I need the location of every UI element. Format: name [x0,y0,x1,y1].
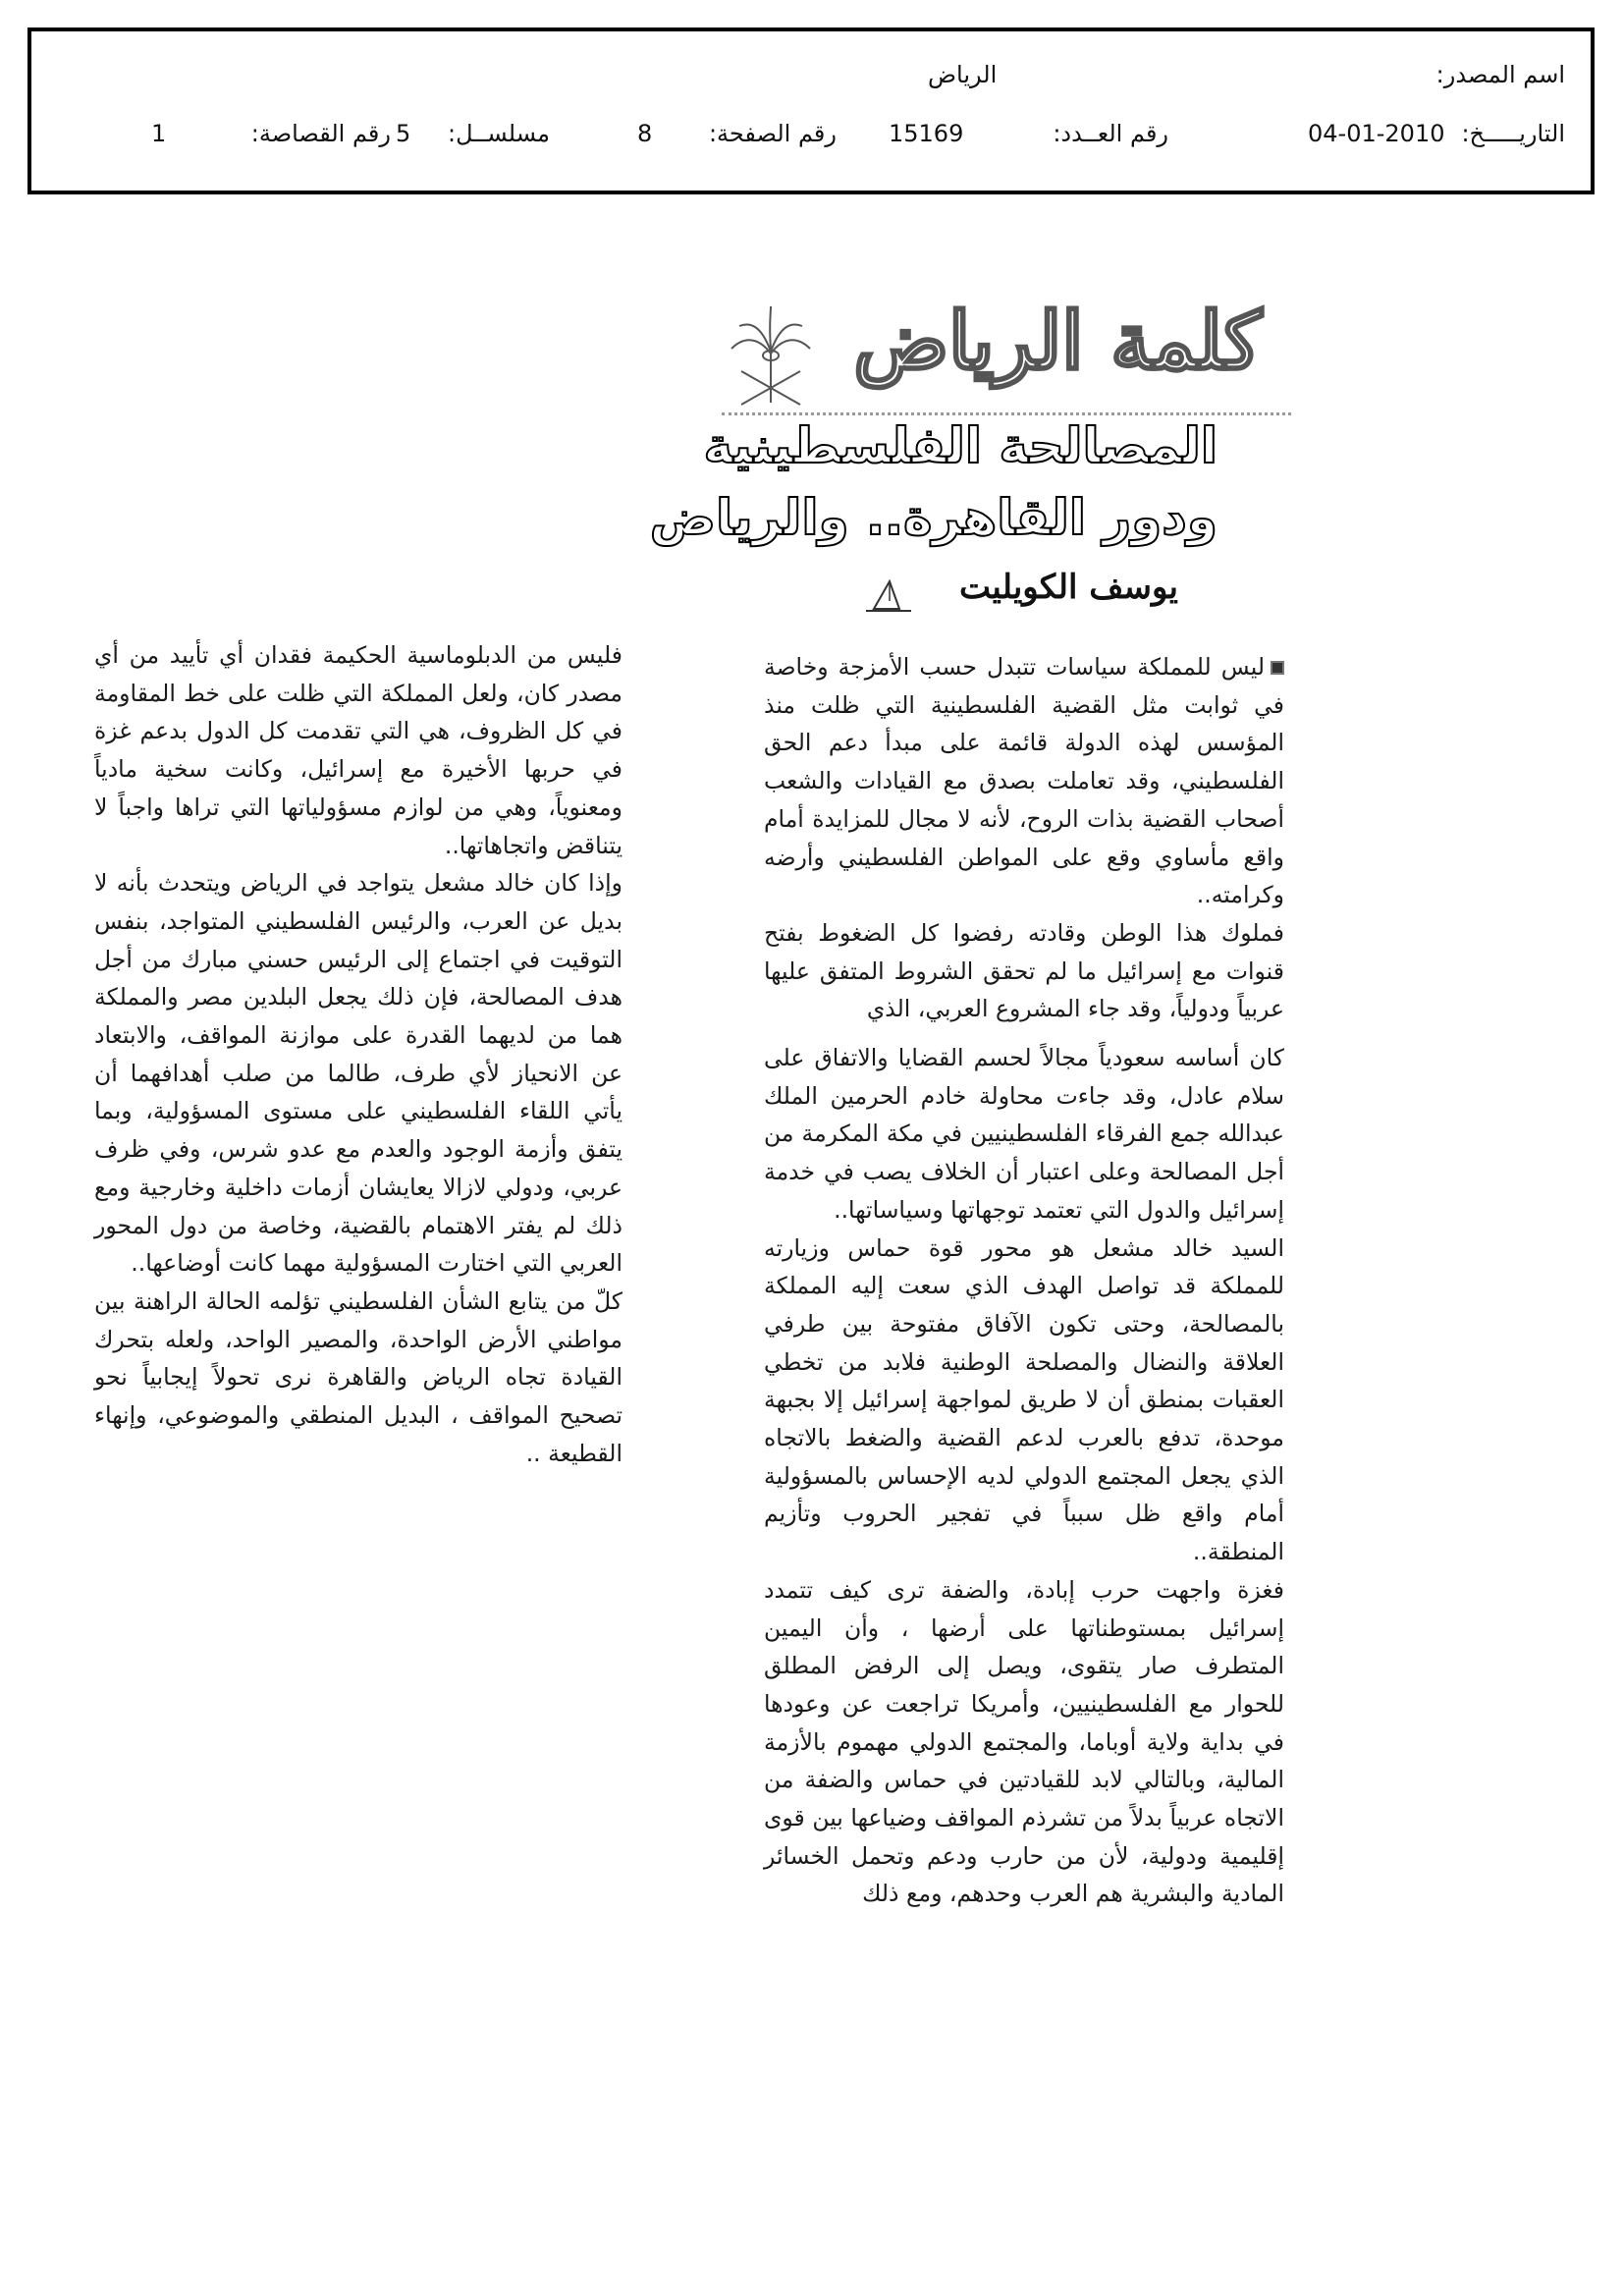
serial-label: مسلســل: [448,120,550,147]
issue-value: 15169 [889,120,964,147]
byline [864,568,1178,619]
square-bullet-icon [1271,661,1284,675]
paragraph: كان أساسه سعودياً مجالاً لحسم القضايا والاتفاق على سلام عادل، وقد جاءت محاولة خادم الحرمين الملك عبدالله جمع الفرقاء الفلسطينيين في مكة المكرمة من أجل المصالحة وعلى اعتبار أن الخلاف يصب في خدمة إسرائيل والدول التي تعتمد توجهاتها وسياساتها.. [764,1044,1284,1224]
author-name: يوسف الكويليت [958,568,1178,607]
paragraph: كلّ من يتابع الشأن الفلسطيني تؤلمه الحالة الراهنة بين مواطني الأرض الواحدة، والمصير الواحد، ولعله بتحرك القيادة تجاه الرياض والقاهرة نرى تحولاً إيجابياً نحو تصحيح المواقف ، البديل المنطقي والموضوعي، وإنهاء القطيعة .. [94,1286,622,1467]
page-value: 8 [637,120,653,147]
paragraph: وإذا كان خالد مشعل يتواجد في الرياض ويتحدث بأنه لا بديل عن العرب، والرئيس الفلسطيني المتواجد، بنفس التوقيت في اجتماع إلى الرئيس حسني مبارك من أجل هدف المصالحة، فإن ذلك يجعل البلدين مصر والمملكة هما من لديهما القدرة على موازنة المواقف، والابتعاد عن الانحياز لأي طرف، طالما من صلب أهدافهما أن يأتي اللقاء الفلسطيني على مستوى المسؤولية، وبما يتفق وأزمة الوجود والعدم مع عدو شرس، وفي ظرف عربي، ودولي لازالا يعايشان أزمات داخلية وخارجية ومع ذلك لم يفتر الاهتمام بالقضية، وخاصة من دول المحور العربي التي اختارت المسؤولية مهما كانت أوضاعها.. [94,869,622,1278]
masthead [722,295,1291,415]
date-value: 04-01-2010 [1308,120,1445,147]
palm-swords-emblem-icon [722,295,820,410]
serial-value: 5 [396,120,411,147]
paragraph: فملوك هذا الوطن وقادته رفضوا كل الضغوط بفتح قنوات مع إسرائيل ما لم تحقق الشروط المتفق عليها عربياً ودولياً، وقد جاء المشروع العربي، الذي [764,918,1284,1023]
page-label: رقم الصفحة: [708,120,837,147]
source-value: الرياض [928,61,998,88]
article-column-right-bottom [764,1039,1284,1913]
masthead-title: كلمة الرياض [853,295,1262,387]
clip-value: 1 [151,120,167,147]
clip-label: رقم القصاصة: [250,120,391,147]
source-label: اسم المصدر: [1435,61,1565,88]
article-column-right-top [764,648,1284,1028]
issue-label: رقم العــدد: [1053,120,1168,147]
pen-nib-icon [864,575,913,615]
paragraph: فليس من الدبلوماسية الحكيمة فقدان أي تأييد من أي مصدر كان، ولعل المملكة التي ظلت على خط المقاومة في كل الظروف، هي التي تقدمت كل الدول بدعم غزة في حربها الأخيرة مع إسرائيل، وكانت سخية مادياً ومعنوياً، وهي من لوازم مسؤولياتها التي تراها واجباً لا يتناقض واتجاهاتها.. [94,641,622,859]
paragraph: السيد خالد مشعل هو محور قوة حماس وزيارته للمملكة قد تواصل الهدف الذي سعت إليه المملكة بالمصالحة، وحتى تكون الآفاق مفتوحة بين طرفي العلاقة والنضال والمصلحة الوطنية فلابد من تخطي العقبات بمنطق أن لا طريق لمواجهة إسرائيل إلا بجبهة موحدة، تدفع بالعرب لدعم القضية والضغط بالاتجاه الذي يجعل المجتمع الدولي لديه الإحساس بالمسؤولية أمام واقع ظل سبباً في تفجير الحروب وتأزيم المنطقة.. [764,1233,1284,1566]
clipping-header [27,27,1595,194]
date-label: التاريـــــخ: [1461,120,1565,147]
article-column-left [94,636,622,1472]
headline-line-2: ودور القاهرة.. والرياض [649,489,1217,546]
paragraph: ليس للمملكة سياسات تتبدل حسب الأمزجة وخاصة في ثوابت مثل القضية الفلسطينية التي ظلت منذ المؤسس لهذه الدولة قائمة على مبدأ دعم الحق الفلسطيني، وقد تعاملت بصدق مع القيادات والشعب أصحاب القضية بذات الروح، لأنه لا مجال للمزايدة أمام واقع مأساوي وقع على المواطن الفلسطيني وأرضه وكرامته.. [764,653,1284,909]
paragraph: فغزة واجهت حرب إبادة، والضفة ترى كيف تتمدد إسرائيل بمستوطناتها على أرضها ، وأن اليمين المتطرف صار يتقوى، ويصل إلى الرفض المطلق للحوار مع الفلسطينيين، وأمريكا تراجعت عن وعودها في بداية ولاية أوباما، والمجتمع الدولي مهموم بالأزمة المالية، وبالتالي لابد للقيادتين في حماس والضفة من الاتجاه عربياً بدلاً من تشرذم المواقف وضياعها بين قوى إقليمية ودولية، لأن من حارب ودعم وتحمل الخسائر المادية والبشرية هم العرب وحدهم، ومع ذلك [764,1575,1284,1908]
headline-line-1: المصالحة الفلسطينية [703,417,1217,474]
